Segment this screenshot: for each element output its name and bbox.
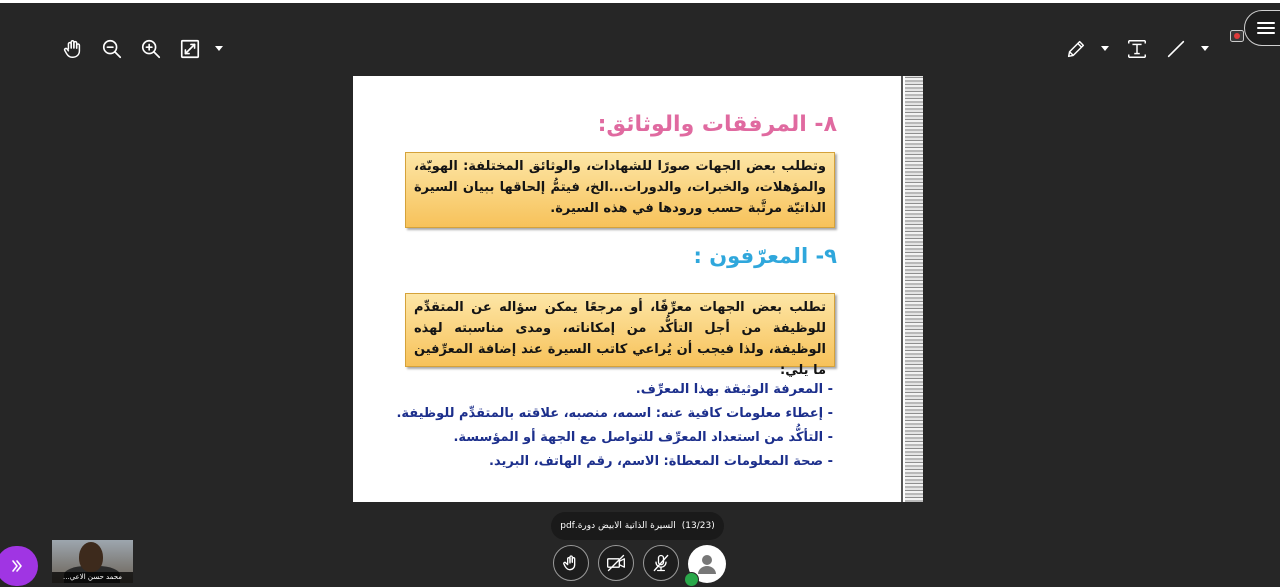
microphone-toggle-button[interactable] xyxy=(643,545,679,581)
section9-text-box: تطلب بعض الجهات معرِّفًا، أو مرجعًا يمكن سؤاله عن المتقدِّم للوظيفة من أجل التأكُّد من إمكاناته، ومدى مناسبته لهذه الوظيفة، ولذا فيجب أن يُراعي كاتب السيرة عند إضافة المعرِّفين ما يلي: xyxy=(405,293,835,367)
file-name: السيرة الذاتية الابيض دورة.pdf xyxy=(560,521,676,531)
section8-title: ٨- المرفقات والوثائق: xyxy=(597,112,837,137)
recording-indicator-icon xyxy=(1230,30,1244,42)
line-options-dropdown[interactable] xyxy=(1200,34,1210,64)
participant-head xyxy=(79,542,103,572)
section8-text-box: وتطلب بعض الجهات صورًا للشهادات، والوثائق المختلفة: الهويّة، والمؤهلات، والخبرات، والدورات...الخ، فيتمُّ إلحاقها ببيان السيرة الذاتيّة مرتَّبة حسب ورودها في هذه السيرة. xyxy=(405,152,835,228)
document-content xyxy=(353,76,903,502)
toolbar-left xyxy=(58,34,236,64)
pan-tool-button[interactable] xyxy=(58,34,88,64)
meeting-controls xyxy=(553,545,726,583)
page-spine xyxy=(905,76,923,502)
list-item: - صحة المعلومات المعطاة: الاسم، رقم الهاتف، البريد. xyxy=(489,454,833,469)
presentation-status xyxy=(551,512,724,540)
user-avatar-button[interactable] xyxy=(688,545,726,583)
raise-hand-button[interactable] xyxy=(553,545,589,581)
raise-hand-icon xyxy=(561,553,581,573)
text-box-icon xyxy=(1126,38,1148,60)
camera-off-icon xyxy=(606,553,626,573)
participant-name: محمد حسن الاعي... xyxy=(52,572,133,583)
text-tool-button[interactable] xyxy=(1122,34,1152,64)
microphone-off-icon xyxy=(651,553,671,573)
chevron-down-icon xyxy=(1201,46,1209,52)
fit-page-icon xyxy=(179,38,201,60)
fit-page-button[interactable] xyxy=(175,34,205,64)
page-indicator: (13/23) xyxy=(681,521,715,531)
toolbar-right xyxy=(1061,34,1222,64)
chevron-down-icon xyxy=(215,46,223,52)
status-ok-badge xyxy=(684,572,699,587)
avatar-icon xyxy=(694,551,720,577)
zoom-in-icon xyxy=(140,38,162,60)
list-item: - المعرفة الوثيقة بهذا المعرِّف. xyxy=(635,382,833,397)
zoom-in-button[interactable] xyxy=(136,34,166,64)
list-item: - إعطاء معلومات كافية عنه: اسمه، منصبه، علاقته بالمتقدِّم للوظيفة. xyxy=(396,406,833,421)
hamburger-menu-icon xyxy=(1255,17,1277,39)
line-tool-button[interactable] xyxy=(1161,34,1191,64)
main-menu-button[interactable] xyxy=(1244,10,1280,46)
side-panel-toggle[interactable] xyxy=(0,546,38,586)
zoom-out-button[interactable] xyxy=(97,34,127,64)
hand-pan-icon xyxy=(62,38,84,60)
pen-tool-button[interactable] xyxy=(1061,34,1091,64)
chevron-double-right-icon xyxy=(10,559,24,573)
view-options-dropdown[interactable] xyxy=(214,34,224,64)
participant-video-thumbnail[interactable] xyxy=(52,540,133,583)
camera-toggle-button[interactable] xyxy=(598,545,634,581)
pen-icon xyxy=(1065,38,1087,60)
zoom-out-icon xyxy=(101,38,123,60)
section9-title: ٩- المعرّفون : xyxy=(693,244,837,268)
list-item: - التأكُّد من استعداد المعرِّف للتواصل مع الجهة أو المؤسسة. xyxy=(453,430,833,445)
shared-document-page[interactable] xyxy=(353,76,923,502)
top-border xyxy=(0,0,1280,3)
pen-options-dropdown[interactable] xyxy=(1100,34,1110,64)
chevron-down-icon xyxy=(1101,46,1109,52)
line-icon xyxy=(1165,38,1187,60)
referee-requirements-list xyxy=(396,378,833,474)
